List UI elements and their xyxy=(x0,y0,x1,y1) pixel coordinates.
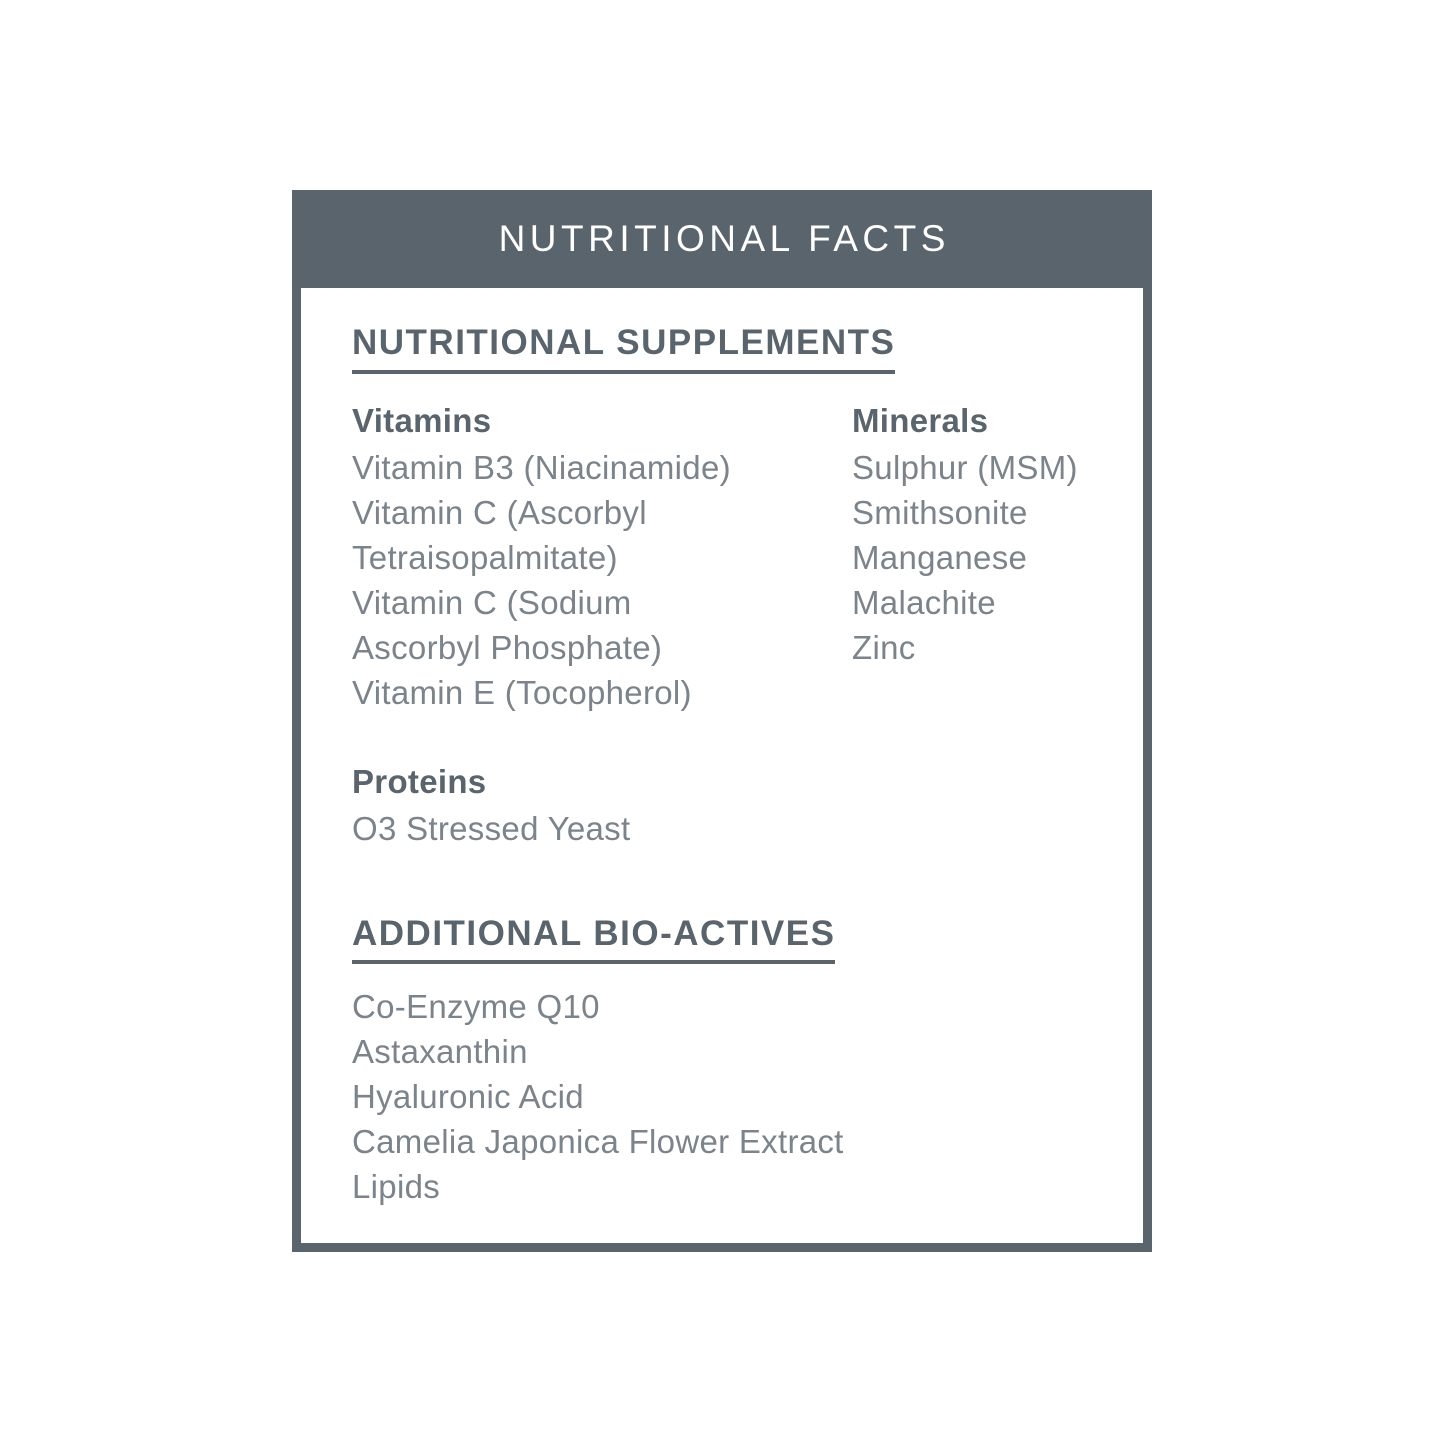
bioactives-section xyxy=(352,915,1113,1210)
ingredient-line: Astaxanthin xyxy=(352,1033,528,1070)
ingredient-line: Ascorbyl Phosphate) xyxy=(352,628,663,666)
bioactives-section-heading: ADDITIONAL BIO-ACTIVES xyxy=(352,915,835,965)
bioactives-list xyxy=(352,984,1113,1209)
ingredient-line: Camelia Japonica Flower Extract xyxy=(352,1123,844,1160)
vitamins-list xyxy=(352,445,852,715)
ingredient-line: Vitamin B3 (Niacinamide) xyxy=(352,448,731,486)
minerals-column xyxy=(852,398,1113,715)
label-header-bar xyxy=(292,190,1152,288)
ingredient-line: Vitamin C (Ascorbyl xyxy=(352,493,647,531)
ingredient-line: Tetraisopalmitate) xyxy=(352,538,618,576)
supplements-section-heading: NUTRITIONAL SUPPLEMENTS xyxy=(352,324,895,374)
vitamins-column-heading: Vitamins xyxy=(352,401,492,439)
ingredient-line: Zinc xyxy=(852,628,916,666)
supplements-section xyxy=(352,324,1113,851)
label-content-box xyxy=(292,288,1152,1252)
proteins-list xyxy=(352,806,1113,851)
ingredient-line: Malachite xyxy=(852,583,996,621)
proteins-heading: Proteins xyxy=(352,762,487,800)
nutritional-facts-label xyxy=(292,190,1152,1252)
label-title: NUTRITIONAL FACTS xyxy=(498,218,950,259)
vitamins-column xyxy=(352,398,852,715)
minerals-list xyxy=(852,445,1113,670)
ingredient-line: O3 Stressed Yeast xyxy=(352,809,631,847)
ingredient-line: Smithsonite xyxy=(852,493,1028,531)
minerals-column-heading: Minerals xyxy=(852,401,989,439)
proteins-block xyxy=(352,759,1113,851)
ingredient-line: Hyaluronic Acid xyxy=(352,1078,584,1115)
ingredient-line: Vitamin E (Tocopherol) xyxy=(352,673,692,711)
ingredient-line: Sulphur (MSM) xyxy=(852,448,1078,486)
supplements-columns xyxy=(352,398,1113,715)
ingredient-line: Co-Enzyme Q10 xyxy=(352,988,600,1025)
ingredient-line: Manganese xyxy=(852,538,1028,576)
label-content xyxy=(301,288,1143,1209)
ingredient-line: Vitamin C (Sodium xyxy=(352,583,632,621)
ingredient-line: Lipids xyxy=(352,1168,441,1205)
